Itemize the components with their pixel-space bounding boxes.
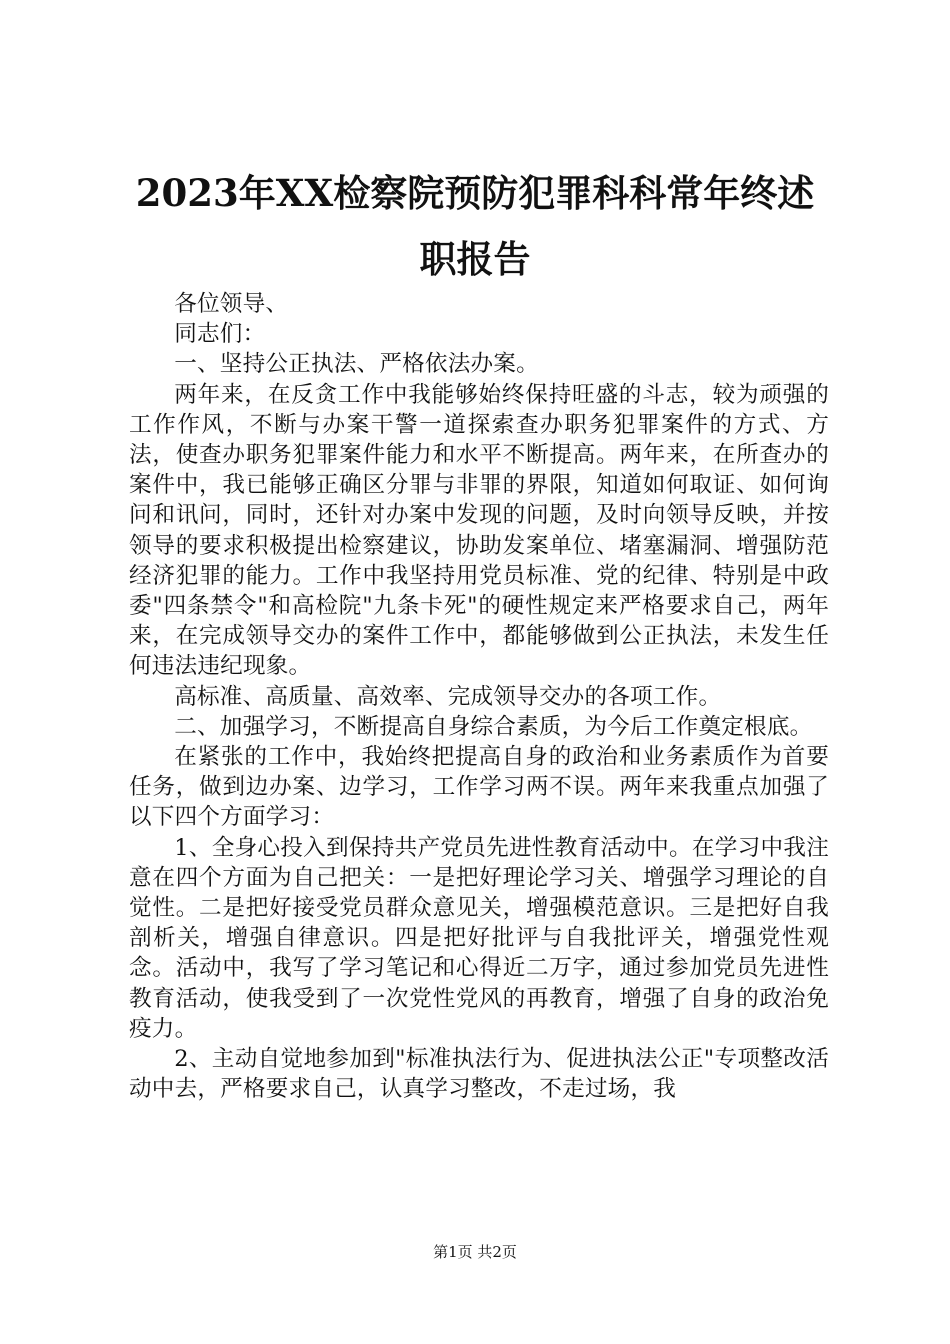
document-body (129, 289, 829, 1104)
paragraph: 在紧张的工作中，我始终把提高自身的政治和业务素质作为首要任务，做到边办案、边学习，工作学习两不误。两年来我重点加强了以下四个方面学习： (129, 744, 829, 831)
paragraph: 2、主动自觉地参加到"标准执法行为、促进执法公正"专项整改活动中去，严格要求自己，认真学习整改，不走过场，我 (129, 1046, 829, 1103)
paragraph: 两年来，在反贪工作中我能够始终保持旺盛的斗志，较为顽强的工作作风，不断与办案干警一道探索查办职务犯罪案件的方式、方法，使查办职务犯罪案件能力和水平不断提高。两年来，在所查办的案件中，我已能够正确区分罪与非罪的界限，知道如何取证、如何询问和讯问，同时，还针对办案中发现的问题，及时向领导反映，并按领导的要求积极提出检察建议，协助发案单位、堵塞漏洞、增强防范经济犯罪的能力。工作中我坚持用党员标准、党的纪律、特别是中政委"四条禁令"和高检院"九条卡死"的硬性规定来严格要求自己，两年来，在完成领导交办的案件工作中，都能够做到公正执法，未发生任何违法违纪现象。 (129, 381, 829, 680)
greeting-line-1: 各位领导、 (174, 291, 289, 317)
page-number-footer: 第1页 共2页 (433, 1243, 517, 1261)
greeting-line-2: 同志们： (174, 321, 266, 348)
section-heading-1: 一、坚持公正执法、严格依法办案。 (174, 351, 539, 378)
document-title: 2023年XX检察院预防犯罪科科常年终述职报告 (135, 171, 815, 281)
section-heading-2: 二、加强学习，不断提高自身综合素质，为今后工作奠定根底。 (174, 713, 813, 740)
paragraph: 高标准、高质量、高效率、完成领导交办的各项工作。 (174, 683, 722, 710)
paragraph: 1、全身心投入到保持共产党员先进性教育活动中。在学习中我注意在四个方面为自己把关：一是把好理论学习关、增强学习理论的自觉性。二是把好接受党员群众意见关，增强模范意识。三是把好自我剖析关，增强自律意识。四是把好批评与自我批评关，增强党性观念。活动中，我写了学习笔记和心得近二万字，通过参加党员先进性教育活动，使我受到了一次党性党风的再教育，增强了自身的政治免疫力。 (129, 834, 829, 1042)
